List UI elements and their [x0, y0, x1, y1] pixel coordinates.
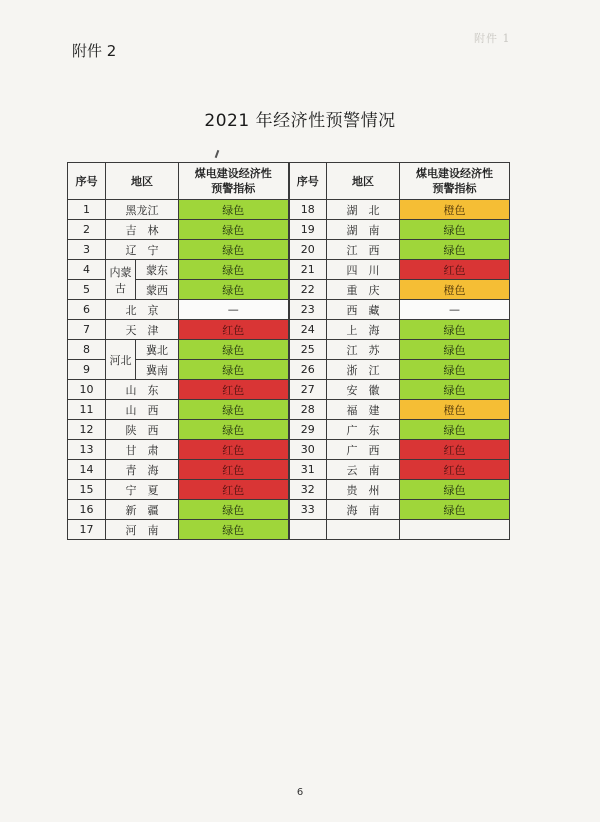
- row-number: 8: [68, 340, 106, 360]
- table-row: [68, 520, 510, 540]
- table-row: [68, 500, 510, 520]
- row-number: 22: [289, 280, 327, 300]
- row-number: 23: [289, 300, 327, 320]
- header-region: 地区: [106, 163, 179, 200]
- region-cell: 贵 州: [327, 480, 400, 500]
- group-label-neimenggu: 内蒙 古: [106, 260, 136, 300]
- region-cell: 湖 北: [327, 200, 400, 220]
- region-cell: 浙 江: [327, 360, 400, 380]
- row-number: 9: [68, 360, 106, 380]
- empty-cell: [289, 520, 327, 540]
- row-number: 15: [68, 480, 106, 500]
- region-cell: 四 川: [327, 260, 400, 280]
- row-number: 27: [289, 380, 327, 400]
- region-cell: 广 东: [327, 420, 400, 440]
- table-row: [68, 340, 510, 360]
- row-number: 14: [68, 460, 106, 480]
- row-number: 16: [68, 500, 106, 520]
- row-number: 19: [289, 220, 327, 240]
- region-cell: 福 建: [327, 400, 400, 420]
- row-number: 32: [289, 480, 327, 500]
- warning-table: [67, 162, 510, 540]
- region-cell: 安 徽: [327, 380, 400, 400]
- indicator-cell: 绿色: [179, 260, 289, 280]
- indicator-cell: 绿色: [179, 200, 289, 220]
- table-row: [68, 300, 510, 320]
- table-header-row: [68, 163, 510, 200]
- indicator-cell: 绿色: [179, 280, 289, 300]
- region-cell: 陕 西: [106, 420, 179, 440]
- row-number: 3: [68, 240, 106, 260]
- indicator-cell: 绿色: [400, 500, 510, 520]
- header-indicator: 煤电建设经济性 预警指标: [179, 163, 289, 200]
- row-number: 20: [289, 240, 327, 260]
- row-number: 28: [289, 400, 327, 420]
- region-cell: 西 藏: [327, 300, 400, 320]
- row-number: 29: [289, 420, 327, 440]
- indicator-cell: 绿色: [179, 220, 289, 240]
- region-cell: 上 海: [327, 320, 400, 340]
- table-row: [68, 460, 510, 480]
- row-number: 33: [289, 500, 327, 520]
- indicator-cell: 红色: [179, 440, 289, 460]
- region-cell: 蒙西: [136, 280, 179, 300]
- page-title: 2021 年经济性预警情况: [204, 111, 396, 131]
- region-cell: 山 东: [106, 380, 179, 400]
- header-num: 序号: [68, 163, 106, 200]
- region-cell: 江 西: [327, 240, 400, 260]
- indicator-cell: 绿色: [400, 240, 510, 260]
- indicator-cell: 绿色: [400, 220, 510, 240]
- region-cell: 冀北: [136, 340, 179, 360]
- indicator-cell: 绿色: [400, 480, 510, 500]
- region-cell: 冀南: [136, 360, 179, 380]
- indicator-cell: 橙色: [400, 400, 510, 420]
- indicator-cell: 红色: [400, 260, 510, 280]
- page-number: 6: [296, 787, 304, 798]
- indicator-cell: 绿色: [179, 360, 289, 380]
- region-cell: 北 京: [106, 300, 179, 320]
- region-cell: 河 南: [106, 520, 179, 540]
- region-cell: 海 南: [327, 500, 400, 520]
- table-row: [68, 220, 510, 240]
- pen-mark: [215, 150, 220, 158]
- table-row: [68, 320, 510, 340]
- region-cell: 重 庆: [327, 280, 400, 300]
- row-number: 4: [68, 260, 106, 280]
- indicator-cell: 橙色: [400, 200, 510, 220]
- indicator-cell: 绿色: [179, 420, 289, 440]
- table-row: [68, 480, 510, 500]
- region-cell: 广 西: [327, 440, 400, 460]
- attachment-label: 附件 2: [72, 42, 117, 60]
- indicator-cell: —: [179, 300, 289, 320]
- row-number: 30: [289, 440, 327, 460]
- table-row: [68, 240, 510, 260]
- row-number: 6: [68, 300, 106, 320]
- row-number: 24: [289, 320, 327, 340]
- row-number: 26: [289, 360, 327, 380]
- indicator-cell: 绿色: [400, 380, 510, 400]
- table-row: [68, 440, 510, 460]
- table-row: [68, 200, 510, 220]
- group-label-hebei: 河北: [106, 340, 136, 380]
- row-number: 18: [289, 200, 327, 220]
- row-number: 2: [68, 220, 106, 240]
- row-number: 21: [289, 260, 327, 280]
- indicator-cell: —: [400, 300, 510, 320]
- region-cell: 蒙东: [136, 260, 179, 280]
- region-cell: 青 海: [106, 460, 179, 480]
- indicator-cell: 绿色: [179, 500, 289, 520]
- header-region: 地区: [327, 163, 400, 200]
- row-number: 7: [68, 320, 106, 340]
- indicator-cell: 绿色: [179, 520, 289, 540]
- row-number: 10: [68, 380, 106, 400]
- region-cell: 新 疆: [106, 500, 179, 520]
- region-cell: 江 苏: [327, 340, 400, 360]
- table-row: [68, 380, 510, 400]
- indicator-cell: 红色: [179, 320, 289, 340]
- row-number: 25: [289, 340, 327, 360]
- indicator-cell: 红色: [400, 460, 510, 480]
- indicator-cell: 红色: [179, 480, 289, 500]
- region-cell: 山 西: [106, 400, 179, 420]
- region-cell: 天 津: [106, 320, 179, 340]
- header-num: 序号: [289, 163, 327, 200]
- table-row: [68, 420, 510, 440]
- row-number: 5: [68, 280, 106, 300]
- indicator-cell: 绿色: [400, 340, 510, 360]
- indicator-cell: 绿色: [400, 420, 510, 440]
- indicator-cell: 红色: [179, 380, 289, 400]
- indicator-cell: 绿色: [400, 320, 510, 340]
- bleed-through-text: 附件 1: [474, 32, 511, 45]
- header-indicator: 煤电建设经济性 预警指标: [400, 163, 510, 200]
- empty-cell: [400, 520, 510, 540]
- table-row: [68, 260, 510, 280]
- indicator-cell: 绿色: [400, 360, 510, 380]
- indicator-cell: 绿色: [179, 400, 289, 420]
- row-number: 11: [68, 400, 106, 420]
- row-number: 12: [68, 420, 106, 440]
- region-cell: 湖 南: [327, 220, 400, 240]
- region-cell: 甘 肃: [106, 440, 179, 460]
- row-number: 1: [68, 200, 106, 220]
- row-number: 31: [289, 460, 327, 480]
- indicator-cell: 红色: [400, 440, 510, 460]
- region-cell: 宁 夏: [106, 480, 179, 500]
- indicator-cell: 绿色: [179, 340, 289, 360]
- table-row: [68, 400, 510, 420]
- indicator-cell: 红色: [179, 460, 289, 480]
- row-number: 13: [68, 440, 106, 460]
- region-cell: 黑龙江: [106, 200, 179, 220]
- indicator-cell: 橙色: [400, 280, 510, 300]
- region-cell: 吉 林: [106, 220, 179, 240]
- region-cell: 云 南: [327, 460, 400, 480]
- region-cell: 辽 宁: [106, 240, 179, 260]
- indicator-cell: 绿色: [179, 240, 289, 260]
- empty-cell: [327, 520, 400, 540]
- row-number: 17: [68, 520, 106, 540]
